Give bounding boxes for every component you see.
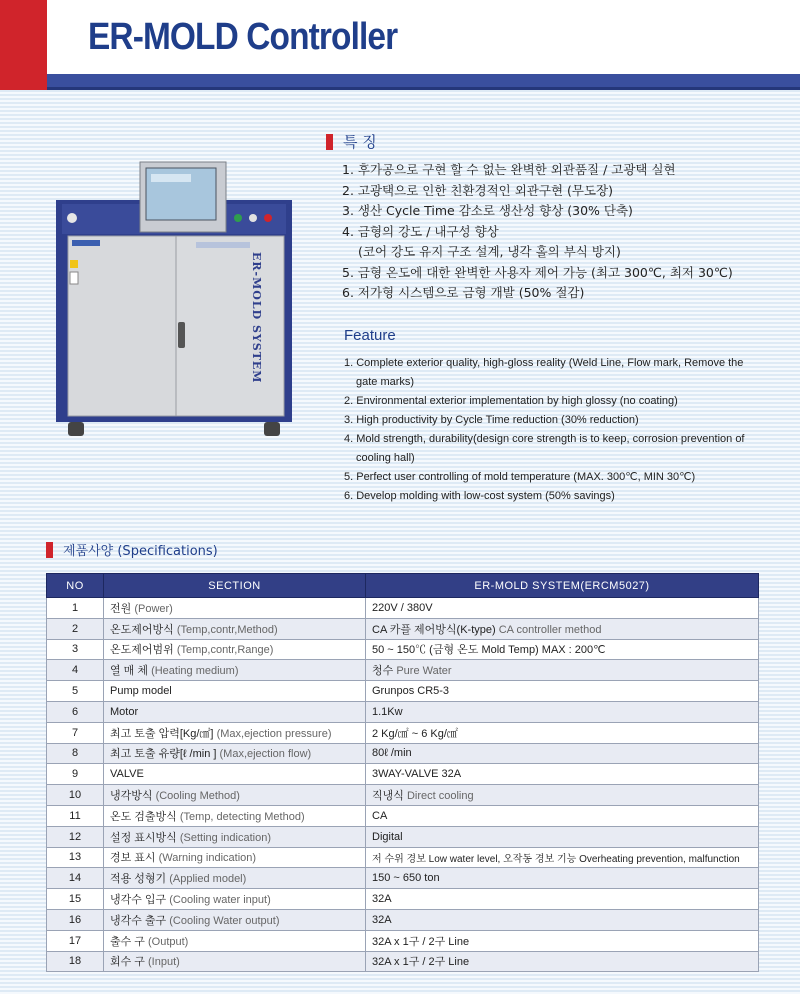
section-label: 냉각수 입구 xyxy=(110,894,167,907)
features-kr-title: 특 징 xyxy=(343,133,377,151)
row-section xyxy=(104,889,366,910)
section-label: 냉각방식 xyxy=(110,790,153,803)
row-value xyxy=(366,598,759,619)
row-value xyxy=(366,868,759,889)
value-label: 1.1Kw xyxy=(372,705,403,718)
section-label-en: (Max,ejection flow) xyxy=(219,748,312,761)
features-en-title: Feature xyxy=(344,327,396,344)
value-label-en: Pure Water xyxy=(396,665,452,678)
value-label: 80ℓ /min xyxy=(372,747,412,760)
row-number: 10 xyxy=(47,785,104,806)
section-label-en: (Cooling Method) xyxy=(155,790,240,803)
row-number: 5 xyxy=(47,681,104,702)
section-marker-icon xyxy=(46,542,53,558)
door-handle-icon xyxy=(178,322,185,348)
section-label: Motor xyxy=(110,705,139,718)
label-sticker-icon xyxy=(70,272,78,284)
section-label: 출수 구 xyxy=(110,935,145,948)
list-item: 5. 금형 온도에 대한 완벽한 사용자 제어 가능 (최고 300℃, 최저 30℃) xyxy=(342,264,733,280)
list-item: gate marks) xyxy=(356,376,415,388)
row-value xyxy=(366,618,759,639)
row-number: 9 xyxy=(47,764,104,785)
row-number: 15 xyxy=(47,889,104,910)
row-section xyxy=(104,826,366,847)
section-label: 전원 xyxy=(110,602,132,615)
value-label: 32A x 1구 / 2구 Line xyxy=(372,935,470,948)
row-value xyxy=(366,764,759,785)
row-value xyxy=(366,660,759,681)
row-section xyxy=(104,660,366,681)
list-item: cooling hall) xyxy=(356,452,415,464)
row-number: 3 xyxy=(47,639,104,660)
section-label-en: (Applied model) xyxy=(169,873,247,886)
table-row xyxy=(47,868,759,889)
list-item: 6. Develop molding with low-cost system (50% savings) xyxy=(344,490,615,502)
section-label: 설정 표시방식 xyxy=(110,831,177,844)
value-label: CA xyxy=(372,809,388,822)
row-number: 11 xyxy=(47,805,104,826)
row-section xyxy=(104,805,366,826)
row-section xyxy=(104,701,366,722)
value-label: 50 ~ 150℃ (금형 온도 Mold Temp) MAX : 200℃ xyxy=(372,644,606,657)
side-label: ER-MOLD SYSTEM xyxy=(250,252,263,384)
row-section xyxy=(104,681,366,702)
row-value xyxy=(366,951,759,972)
row-number: 7 xyxy=(47,722,104,743)
features-kr-heading xyxy=(326,131,377,152)
row-value xyxy=(366,805,759,826)
section-label: 적용 성형기 xyxy=(110,873,167,886)
caster-wheel-icon xyxy=(68,422,84,436)
section-label: 경보 표시 xyxy=(110,852,156,865)
caster-wheel-icon xyxy=(264,422,280,436)
row-number: 14 xyxy=(47,868,104,889)
row-value xyxy=(366,743,759,764)
row-number: 2 xyxy=(47,618,104,639)
value-label: 220V / 380V xyxy=(372,601,433,614)
value-label: 3WAY-VALVE 32A xyxy=(372,768,462,781)
controller-machine-image xyxy=(48,160,300,445)
row-number: 6 xyxy=(47,701,104,722)
section-label-en: (Temp,contr,Method) xyxy=(176,623,278,636)
section-label: 최고 토출 압력[Kg/㎠] xyxy=(110,727,214,740)
specs-heading xyxy=(46,540,218,559)
cabinet-left-door xyxy=(68,236,176,416)
features-kr-list xyxy=(342,160,733,304)
row-value xyxy=(366,909,759,930)
table-row xyxy=(47,847,759,868)
column-header-section: SECTION xyxy=(104,574,366,598)
section-label: 냉각수 출구 xyxy=(110,914,167,927)
specs-title: 제품사양 (Specifications) xyxy=(63,544,218,559)
value-label: 청수 xyxy=(372,665,394,678)
row-section xyxy=(104,868,366,889)
section-label: Pump model xyxy=(110,685,172,698)
table-row xyxy=(47,598,759,619)
start-button-icon xyxy=(234,214,242,222)
row-number: 1 xyxy=(47,598,104,619)
section-label-en: (Heating medium) xyxy=(151,665,239,678)
page-title: ER-MOLD Controller xyxy=(88,16,398,58)
section-label-en: (Cooling Water output) xyxy=(169,914,280,927)
section-marker-icon xyxy=(326,134,333,150)
table-row xyxy=(47,951,759,972)
row-value xyxy=(366,826,759,847)
row-section xyxy=(104,764,366,785)
screen-highlight xyxy=(151,174,191,182)
row-section xyxy=(104,785,366,806)
specs-table-body xyxy=(47,598,759,972)
list-item: 4. Mold strength, durability(design core strength is to keep, corrosion prevention of xyxy=(344,433,745,445)
section-label: 온도 검출방식 xyxy=(110,810,177,823)
list-item: 3. 생산 Cycle Time 감소로 생산성 향상 (30% 단축) xyxy=(342,203,633,218)
value-label-en: Direct cooling xyxy=(406,790,474,803)
cabinet-right-door xyxy=(176,236,284,416)
table-row xyxy=(47,681,759,702)
row-section xyxy=(104,951,366,972)
row-value xyxy=(366,930,759,951)
section-label-en: (Temp, detecting Method) xyxy=(179,810,305,823)
table-row xyxy=(47,701,759,722)
section-label-en: (Cooling water input) xyxy=(169,894,271,907)
header-blue-bar xyxy=(47,74,800,90)
section-label-en: (Output) xyxy=(148,935,189,948)
row-number: 13 xyxy=(47,847,104,868)
list-item: (코어 강도 유지 구조 설계, 냉각 홀의 부식 방지) xyxy=(358,244,621,259)
list-item: 2. Environmental exterior implementation by high glossy (no coating) xyxy=(344,395,678,407)
table-row xyxy=(47,909,759,930)
row-section xyxy=(104,598,366,619)
section-label: 최고 토출 유량[ℓ /min ] xyxy=(110,748,217,761)
section-label: 열 매 체 xyxy=(110,665,148,678)
specs-table xyxy=(46,573,759,972)
table-row xyxy=(47,639,759,660)
row-section xyxy=(104,722,366,743)
section-label: VALVE xyxy=(110,768,144,781)
section-label-en: (Power) xyxy=(134,602,173,615)
value-label: Grunpos CR5-3 xyxy=(372,685,450,698)
brand-logo-plate xyxy=(72,240,100,246)
value-label: Digital xyxy=(372,830,403,843)
table-row xyxy=(47,743,759,764)
section-label-en: (Max,ejection pressure) xyxy=(216,727,332,740)
row-number: 16 xyxy=(47,909,104,930)
row-value xyxy=(366,722,759,743)
row-section xyxy=(104,639,366,660)
table-row xyxy=(47,889,759,910)
row-value xyxy=(366,785,759,806)
value-label: 직냉식 xyxy=(372,790,404,803)
section-label: 회수 구 xyxy=(110,956,145,969)
features-en-list xyxy=(344,354,764,506)
value-label: 150 ~ 650 ton xyxy=(372,872,440,885)
table-row xyxy=(47,618,759,639)
list-item: 5. Perfect user controlling of mold temperature (MAX. 300℃, MIN 30℃) xyxy=(344,471,696,483)
value-label: 2 Kg/㎠ ~ 6 Kg/㎠ xyxy=(372,727,458,740)
column-header-no: NO xyxy=(47,574,104,598)
row-value xyxy=(366,889,759,910)
section-label-en: (Warning indication) xyxy=(158,852,257,865)
power-switch-icon xyxy=(67,213,77,223)
table-row xyxy=(47,764,759,785)
row-value xyxy=(366,847,759,868)
table-row xyxy=(47,805,759,826)
section-label-en: (Setting indication) xyxy=(179,831,271,844)
reset-button-icon xyxy=(249,214,257,222)
list-item: 1. 후가공으로 구현 할 수 없는 완벽한 외관품질 / 고광택 실현 xyxy=(342,162,676,177)
row-number: 17 xyxy=(47,930,104,951)
row-value xyxy=(366,639,759,660)
section-label-en: (Temp,contr,Range) xyxy=(176,644,274,657)
row-number: 12 xyxy=(47,826,104,847)
row-value xyxy=(366,681,759,702)
value-label-en: CA controller method xyxy=(498,623,602,636)
row-value xyxy=(366,701,759,722)
value-label: CA 카플 제어방식(K-type) xyxy=(372,623,496,636)
row-section xyxy=(104,847,366,868)
table-row xyxy=(47,722,759,743)
row-section xyxy=(104,618,366,639)
table-row xyxy=(47,930,759,951)
list-item: 3. High productivity by Cycle Time reduction (30% reduction) xyxy=(344,414,639,426)
value-label: 32A xyxy=(372,913,392,926)
column-header-value: ER-MOLD SYSTEM(ERCM5027) xyxy=(366,574,759,598)
row-number: 18 xyxy=(47,951,104,972)
side-logo-plate xyxy=(196,242,250,248)
warning-sticker-icon xyxy=(70,260,78,268)
list-item: 4. 금형의 강도 / 내구성 향상 xyxy=(342,223,499,239)
value-label: 32A xyxy=(372,893,392,906)
header-red-accent xyxy=(0,0,47,90)
row-number: 4 xyxy=(47,660,104,681)
table-header-row xyxy=(47,574,759,598)
list-item: 1. Complete exterior quality, high-gloss reality (Weld Line, Flow mark, Remove the xyxy=(344,357,744,369)
table-row xyxy=(47,785,759,806)
row-number: 8 xyxy=(47,743,104,764)
row-section xyxy=(104,743,366,764)
stop-button-icon xyxy=(264,214,272,222)
table-row xyxy=(47,660,759,681)
row-section xyxy=(104,930,366,951)
section-label-en: (Input) xyxy=(148,956,180,969)
section-label: 온도제어방식 xyxy=(110,623,174,636)
list-item: 2. 고광택으로 인한 친환경적인 외관구현 (무도장) xyxy=(342,182,613,198)
section-label: 온도제어범위 xyxy=(110,644,174,657)
table-row xyxy=(47,826,759,847)
list-item: 6. 저가형 시스템으로 금형 개발 (50% 절감) xyxy=(342,285,585,300)
value-label: 32A x 1구 / 2구 Line xyxy=(372,956,470,969)
row-section xyxy=(104,909,366,930)
value-label: 저 수위 경보 Low water level, 오작동 경보 기능 Overheating prevention, malfunction xyxy=(372,853,740,865)
